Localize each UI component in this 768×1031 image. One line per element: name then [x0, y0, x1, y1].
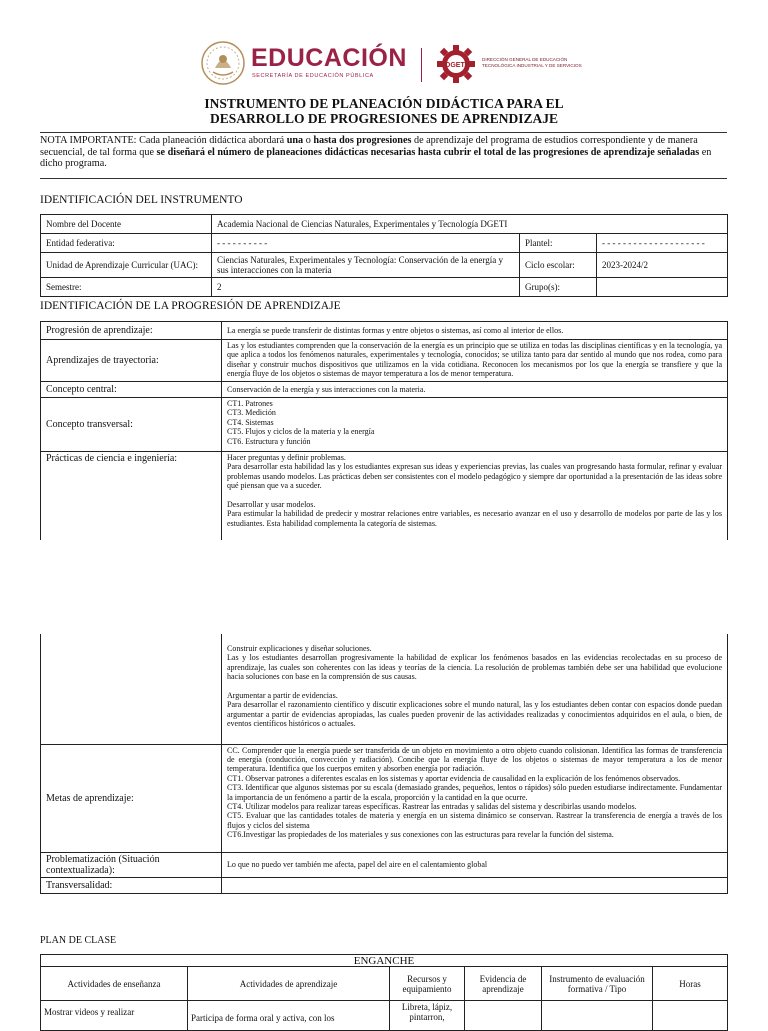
concepto-central-label: Concepto central:	[41, 382, 222, 398]
entidad-value: - - - - - - - - - -	[212, 234, 520, 253]
progresion-value: La energía se puede transferir de distintas formas y entre objetos o sistemas, así como al interior de ellos.	[222, 322, 728, 340]
header-instrumento: Instrumento de evaluación formativa / Tipo	[542, 967, 653, 1001]
row1-evidencia	[465, 1001, 542, 1031]
dgeti-text: DIRECCIÓN GENERAL DE EDUCACIÓN TECNOLÓGICA INDUSTRIAL Y DE SERVICIOS	[482, 57, 582, 68]
section-identificacion: IDENTIFICACIÓN DEL INSTRUMENTO	[40, 194, 243, 206]
row1-ensenanza: Mostrar videos y realizar	[41, 1001, 188, 1031]
progression-table-2	[40, 634, 728, 894]
header-horas: Horas	[653, 967, 728, 1001]
row1-aprendizaje: Participa de forma oral y activa, con los	[188, 1001, 390, 1031]
uac-label: Unidad de Aprendizaje Curricular (UAC):	[41, 253, 212, 278]
plantel-value: - - - - - - - - - - - - - - - - - - - -	[597, 234, 728, 253]
note-text-2: o	[303, 135, 314, 146]
header-aprendizaje: Actividades de aprendizaje	[188, 967, 390, 1001]
note-text-1: Cada planeación didáctica abordará	[136, 135, 287, 146]
top-rule	[40, 132, 727, 133]
mexico-seal-icon	[201, 40, 245, 86]
header-ensenanza: Actividades de enseñanza	[41, 967, 188, 1001]
transversalidad-label: Transversalidad:	[41, 877, 222, 893]
problematizacion-value: Lo que no puedo ver también me afecta, papel del aire en el calentamiento global	[222, 852, 728, 877]
note-bold-1: una	[286, 135, 304, 146]
identification-table	[40, 214, 728, 297]
note-rule	[40, 178, 727, 179]
docente-value: Academia Nacional de Ciencias Naturales, Experimentales y Tecnología DGETI	[212, 215, 728, 234]
problematizacion-label: Problematización (Situación contextualizada):	[41, 852, 222, 877]
brand-subtitle: SECRETARÍA DE EDUCACIÓN PÚBLICA	[252, 73, 374, 79]
dgeti-logo-text: DGETI	[445, 62, 467, 69]
uac-value: Ciencias Naturales, Experimentales y Tecnología: Conservación de la energía y sus interacciones con la materia	[212, 253, 520, 278]
metas-label: Metas de aprendizaje:	[41, 744, 222, 852]
row1-instrumento	[542, 1001, 653, 1031]
concepto-transversal-label: Concepto transversal:	[41, 398, 222, 452]
row1-horas	[653, 1001, 728, 1031]
section-progresion: IDENTIFICACIÓN DE LA PROGRESIÓN DE APRENDIZAJE	[40, 300, 341, 312]
semestre-value: 2	[212, 278, 520, 297]
concepto-transversal-value: CT1. Patrones CT3. Medición CT4. Sistemas CT5. Flujos y ciclos de la materia y la energía CT6. Estructura y función	[222, 398, 728, 452]
metas-value: CC. Comprender que la energía puede ser transferida de un objeto en movimiento a otro objeto cuando colisionan. Identifica las formas de transferencia de energía (conducción, convección y radiación). Concibe que la energía fluye de los objetos o sistemas de mayor temperatura a los de menor temperatura. Identifica que los cuerpos emiten y absorben energía por radiación. CT1. Observar patrones a diferentes escalas en los sistemas y aportar evidencia de causalidad en la explicación de los fenómenos observados. CT3. Identificar que algunos sistemas por su escala (demasiado grandes, pequeños, lentos o rápidos) sólo pueden estudiarse indirectamente. Fundamentar la importancia de un fenómeno a partir de la escala, proporción y la cantidad en la que ocurre. CT4. Utilizar modelos para realizar tareas específicas. Rastrear las entradas y salidas del sistema y describirlas usando modelos. CT5. Evaluar que las cantidades totales de materia y energía en un sistema dinámico se conservan. Rastrear la transferencia de energía a través de los flujos y ciclos del sistema CT6.Investigar las propiedades de los materiales y sus conexiones con las estructuras para revelar la función del sistema.	[222, 744, 728, 852]
progresion-label: Progresión de aprendizaje:	[41, 322, 222, 340]
dgeti-gear-icon	[436, 44, 476, 84]
plan-de-clase-title: PLAN DE CLASE	[40, 935, 117, 946]
practicas-value-cont: Construir explicaciones y diseñar soluciones. Las y los estudiantes desarrollan progresivamente la habilidad de explicar los fenómenos basados en las evidencias recolectadas en su proceso de aprendizaje, las cuales son coherentes con las ideas y teorías de la ciencia. La resolución de problemas también debe ser una habilidad que evolucione hacia soluciones con base en la comprensión de sus causas. Argumentar a partir de evidencias. Para desarrollar el razonamiento científico y discutir explicaciones sobre el mundo natural, las y los estudiantes deben contar con espacios donde puedan argumentar a partir de evidencias apropiadas, las cuales pueden provenir de las actividades realizadas y conocimientos adquiridos en el aula, o bien, de eventos científicos históricos o actuales.	[222, 634, 728, 744]
note-prefix: NOTA IMPORTANTE:	[40, 135, 137, 146]
grupo-value	[597, 278, 728, 297]
document-title	[0, 96, 768, 126]
ciclo-value: 2023-2024/2	[597, 253, 728, 278]
title-line-1: INSTRUMENTO DE PLANEACIÓN DIDÁCTICA PARA EL	[204, 96, 564, 111]
grupo-label: Grupo(s):	[520, 278, 597, 297]
title-line-2: DESARROLLO DE PROGRESIONES DE APRENDIZAJE	[209, 111, 559, 126]
concepto-central-value: Conservación de la energía y sus interacciones con la materia.	[222, 382, 728, 398]
brand-title: EDUCACIÓN	[251, 44, 407, 72]
plan-table	[40, 954, 728, 1031]
note-bold-3: se diseñará el número de planeaciones didácticas necesarias hasta cubrir el total de las progresiones de aprendizaje señaladas	[156, 146, 700, 158]
enganche-header: ENGANCHE	[41, 955, 728, 967]
progression-table-1	[40, 321, 728, 540]
practicas-label: Prácticas de ciencia e ingeniería:	[41, 452, 222, 540]
docente-label: Nombre del Docente	[41, 215, 212, 234]
entidad-label: Entidad federativa:	[41, 234, 212, 253]
transversalidad-value	[222, 877, 728, 893]
header-recursos: Recursos y equipamiento	[390, 967, 465, 1001]
note-text-4: en dicho programa.	[40, 146, 712, 169]
note-bold-2: hasta dos progresiones	[313, 135, 412, 146]
ciclo-label: Ciclo escolar:	[520, 253, 597, 278]
practicas-value: Hacer preguntas y definir problemas. Para desarrollar esta habilidad las y los estudiantes expresan sus ideas y experiencias previas, las cuales van progresando hasta formular, refinar y evaluar problemas usando modelos. Las prácticas deben ser consistentes con el modelo pedagógico y siempre dar oportunidad a la presentación de las ideas sobre qué piensan que va a suceder. Desarrollar y usar modelos. Para estimular la habilidad de predecir y mostrar relaciones entre variables, es necesario avanzar en el uso y desarrollo de modelos por parte de las y los estudiantes. Esta habilidad complementa la categoría de sistemas.	[222, 452, 728, 540]
header-evidencia: Evidencia de aprendizaje	[465, 967, 542, 1001]
logo-divider	[421, 48, 422, 82]
note-text-3: de aprendizaje del programa de estudios correspondiente y de manera secuencial, de tal forma que	[40, 135, 698, 158]
important-note	[40, 135, 730, 170]
practicas-label-cont	[41, 634, 222, 744]
semestre-label: Semestre:	[41, 278, 212, 297]
trayectoria-label: Aprendizajes de trayectoria:	[41, 340, 222, 382]
trayectoria-value: Las y los estudiantes comprenden que la conservación de la energía es un principio que se utiliza en todas las disciplinas científicas y en la tecnología, ya que aplica a todos los fenómenos naturales, experimentales y tecnología, conocidos; se utiliza tanto para dar sentido al mundo que nos rodea, como para diseñar y construir muchos dispositivos que utilizamos en la vida cotidiana. Reconocen los mecanismos por los que la energía se transfiere y que la energía fluye de los objetos o sistemas de mayor temperatura a los de menor temperatura.	[222, 340, 728, 382]
row1-recursos: Libreta, lápiz, pintarron,	[390, 1001, 465, 1031]
plantel-label: Plantel:	[520, 234, 597, 253]
